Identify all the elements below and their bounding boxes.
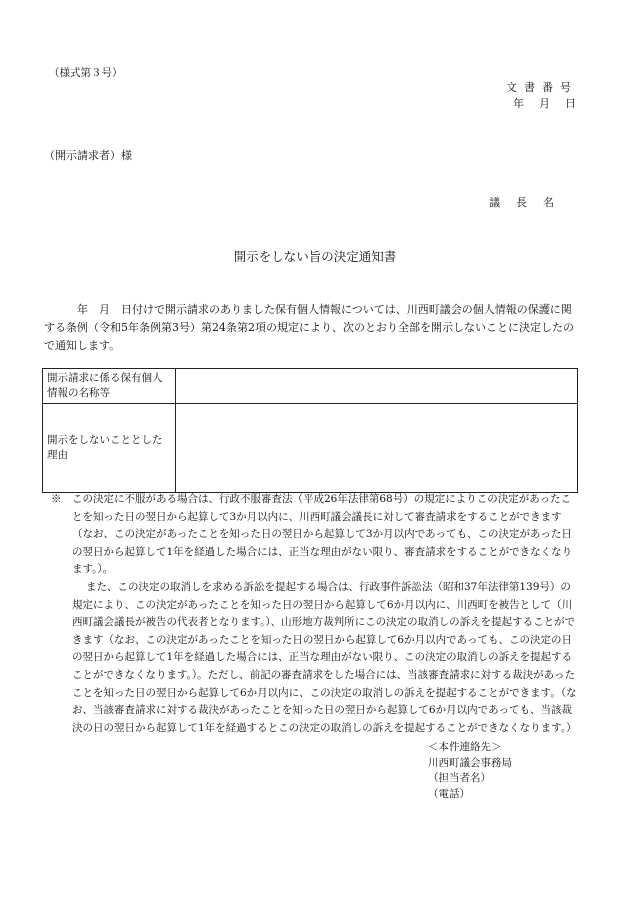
lawsuit-note: また、この決定の取消しを求める訴訟を提起する場合は、行政事件訴訟法（昭和37年法律第139号）の規定により、この決定があったことを知った日の翌日から起算して6か月以内に、川西町を被告として（川西町議会議長が被告の代表者となります。）、山形地方裁判所にこの決定の取消しの訴えを提起することができます（なお、この決定があったことを知った日の翌日から起算して6か月以内であっても、この決定の日の翌日から起算して1年を経過した場合には、正当な理由がない限り、この決定の取消しの訴えを提起することができなくなります。）。ただし、前記の審査請求をした場合には、当該審査請求に対する裁決があったことを知った日の翌日から起算して6か月以内に、この決定の取消しの訴えを提起することができます。（なお、当該審査請求に対する裁決があったことを知った日の翌日から起算して6か月以内であっても、当該裁決の日の翌日から起算して1年を経過するとこの決定の取消しの訴えを提起することができなくなります。） <box>72 580 577 734</box>
table-value-reason <box>176 404 578 493</box>
appeal-note: ※ この決定に不服がある場合は、行政不服審査法（平成26年法律第68号）の規定によりこの決定があったことを知った日の翌日から起算して3か月以内に、川西町議会議長に対して審査請求をすることができます（なお、この決定があったことを知った日の翌日から起算して3か月以内であっても、この決定があった日の翌日から起算して1年を経過した場合には、正当な理由がない限り、審査請求をすることができなくなります。）。 <box>51 493 573 576</box>
table-row <box>43 404 578 493</box>
chairperson-name: 議長名 <box>489 196 570 209</box>
info-table <box>42 368 578 493</box>
addressee: （開示請求者）様 <box>44 149 132 162</box>
body-text: 年 月 日付けで開示請求のありました保有個人情報については、川西町議会の個人情報の保護に関する条例（令和5年条例第3号）第24条第2項の規定により、次のとおり全部を開示しないことに決定したので通知します。 <box>44 303 574 352</box>
document-date: 年 月 日 <box>513 97 578 110</box>
document-number: 文書番号 <box>506 81 578 94</box>
contact-block <box>428 740 512 802</box>
contact-phone: （電話） <box>428 787 470 800</box>
table-label-reason: 開示をしないこととした理由 <box>43 404 176 493</box>
document-title: 開示をしない旨の決定通知書 <box>233 249 397 264</box>
table-value-info-name <box>176 369 578 404</box>
body-paragraph <box>44 301 578 355</box>
form-number: （様式第３号） <box>49 67 123 79</box>
table-label-info-name: 開示請求に係る保有個人情報の名称等 <box>43 369 176 404</box>
contact-person: （担当者名） <box>428 772 491 785</box>
table-row <box>43 369 578 404</box>
notes-section <box>44 491 578 737</box>
contact-office: 川西町議会事務局 <box>428 756 512 769</box>
contact-heading: ＜本件連絡先＞ <box>428 741 502 753</box>
